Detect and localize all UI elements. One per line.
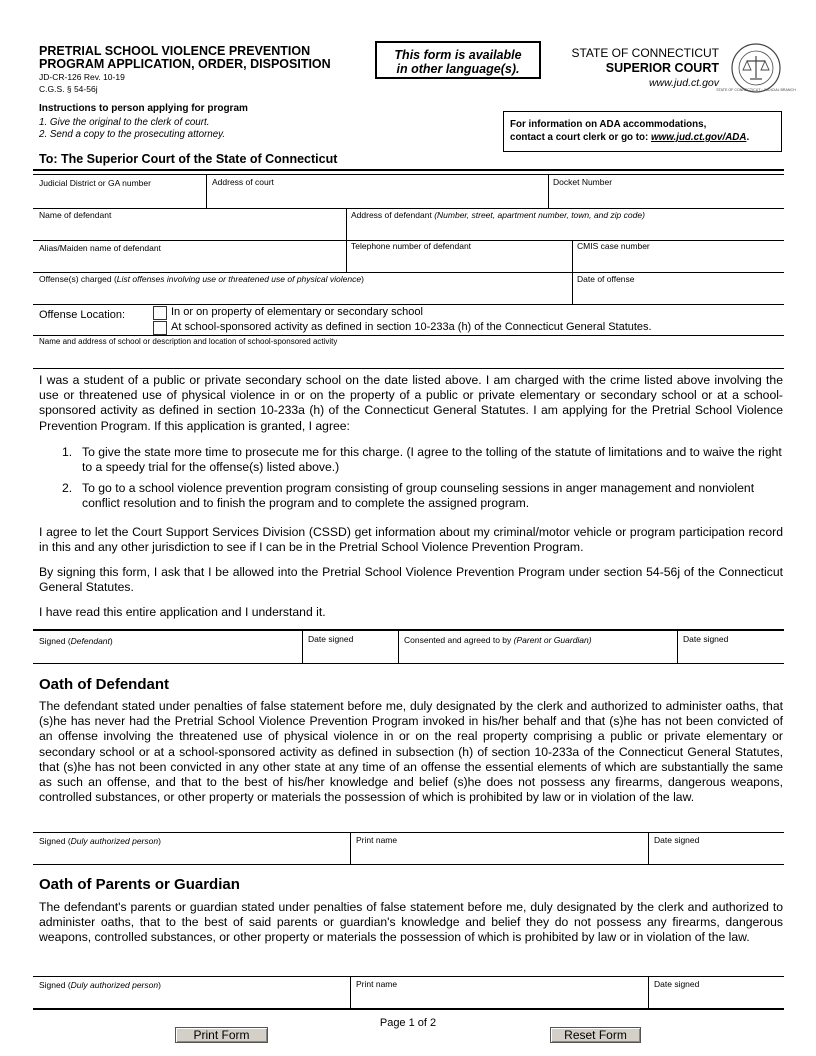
ada-line2-prefix: contact a court clerk or go to:: [510, 132, 651, 143]
alias-label: Alias/Maiden name of defendant: [39, 243, 161, 253]
defendant-date-signed-label: Date signed: [308, 634, 354, 644]
consent-role: (Parent or Guardian): [513, 635, 592, 645]
signed-role: Duly authorized person: [70, 836, 159, 846]
oath-parents-heading: Oath of Parents or Guardian: [39, 876, 240, 893]
oath-defendant-text: The defendant stated under penalties of false statement before me, duly designated by the clerk and authorized to administer oaths, that (s)he has never had the Pretrial School Violence Prevention Program invoked in his/her behalf and that (s)he has not been convicted of an offense involving the threatened use of physical violence in or on the real property comprising a public or private elementary or secondary school or at a school-sponsored activity as defined in subsection (h) of section 10-233a of the Connecticut General Statutes, that (s)he has not been convicted in any other state at any time of an offense the essential elements of which are substantially the same as such an offense, and that to the best of his/her knowledge and belief (s)he does not possess any firearms, dangerous weapons, controlled substances, or other property or materials the possession of which is prohibited by law or in violation of the law.: [39, 699, 783, 805]
oath-defendant-signed-label: [39, 836, 161, 846]
instructions-heading: Instructions to person applying for program: [39, 103, 248, 114]
print-form-button[interactable]: Print Form: [175, 1027, 268, 1043]
signed-prefix: Signed (: [39, 980, 71, 990]
school-name-label: Name and address of school or description and location of school-sponsored activity: [39, 337, 338, 346]
oath-defendant-print-name-label: Print name: [356, 835, 398, 845]
state-name: STATE OF CONNECTICUT: [571, 46, 719, 60]
oath-parents-date-label: Date signed: [654, 979, 700, 989]
defendant-address-hint: (Number, street, apartment number, town, and zip code): [434, 210, 645, 220]
agreement-item1-number: 1.: [62, 445, 73, 459]
application-paragraph3: By signing this form, I ask that I be allowed into the Pretrial School Violence Prevention Program under section 54-56j of the Connecticut General Statutes.: [39, 565, 783, 595]
telephone-label: Telephone number of defendant: [351, 241, 472, 251]
ada-link[interactable]: www.jud.ct.gov/ADA: [651, 132, 747, 143]
location-option1-label: In or on property of elementary or secondary school: [171, 306, 423, 318]
signed-prefix: Signed (: [39, 836, 71, 846]
offenses-close: ): [361, 274, 364, 284]
application-paragraph2: I agree to let the Court Support Services Division (CSSD) get information about my criminal/motor vehicle or program participation record in this and any other jurisdiction to see if I can be in the Pretrial School Violence Prevention Program.: [39, 525, 783, 555]
offenses-text: Offense(s) charged (: [39, 274, 117, 284]
offense-location-label: Offense Location:: [39, 309, 126, 321]
form-title-line1: PRETRIAL SCHOOL VIOLENCE PREVENTION: [39, 44, 311, 58]
location-option2-label: At school-sponsored activity as defined in section 10-233a (h) of the Connecticut General Statutes.: [171, 321, 652, 333]
school-activity-checkbox[interactable]: [153, 321, 167, 335]
page-number: Page 1 of 2: [379, 1017, 437, 1029]
offenses-hint: List offenses involving use or threatened use of physical violence: [116, 274, 362, 284]
court-name: SUPERIOR COURT: [605, 61, 719, 75]
form-title-line2: PROGRAM APPLICATION, ORDER, DISPOSITION: [39, 57, 331, 71]
agreement-item2: To go to a school violence prevention program consisting of group counseling sessions in anger management and nonviolent conflict resolution and to finish the program and to complete the assigned program.: [82, 481, 755, 511]
court-address-label: Address of court: [212, 177, 274, 187]
ada-line1: For information on ADA accommodations,: [510, 119, 707, 130]
instruction-step2: 2. Send a copy to the prosecuting attorney.: [39, 129, 226, 140]
ada-line2: [510, 131, 781, 144]
judicial-seal-icon: [716, 42, 796, 94]
school-property-checkbox[interactable]: [153, 306, 167, 320]
seal-text: STATE OF CONNECTICUT · JUDICIAL BRANCH: [716, 88, 796, 92]
oath-parents-print-name-label: Print name: [356, 979, 398, 989]
form-number: JD-CR-126 Rev. 10-19: [39, 72, 125, 82]
statute-reference: C.G.S. § 54-56j: [39, 84, 98, 94]
court-website: www.jud.ct.gov: [648, 77, 719, 89]
defendant-signature-label: [39, 636, 113, 646]
agreement-item2-number: 2.: [62, 481, 73, 495]
state-seal: [716, 42, 796, 94]
application-paragraph4: I have read this entire application and I understand it.: [39, 605, 326, 619]
defendant-address-text: Address of defendant: [351, 210, 432, 220]
signed-suffix: ): [158, 980, 161, 990]
language-notice: [375, 41, 541, 79]
signed-suffix: ): [158, 836, 161, 846]
instruction-step1: 1. Give the original to the clerk of court.: [39, 117, 210, 128]
signed-role: Duly authorized person: [70, 980, 159, 990]
agreement-item1: To give the state more time to prosecute me for this charge. (I agree to the tolling of the statute of limitations and to waive the right to a speedy trial for the offense(s) listed above.): [82, 445, 782, 475]
signed-suffix: ): [109, 636, 113, 646]
to-court-line: To: The Superior Court of the State of Connecticut: [39, 152, 338, 166]
signed-prefix: Signed (: [39, 636, 71, 646]
application-paragraph1: I was a student of a public or private secondary school on the date listed above. I am charged with the crime listed above involving the use or threatened use of physical violence in or on the property of a public or private elementary or secondary school or at a school-sponsored activity as defined in section 10-233a (h) of the Connecticut General Statutes. I am applying for the Pretrial School Violence Prevention Program. If this application is granted, I agree:: [39, 373, 783, 433]
ada-line2-suffix: .: [746, 132, 750, 143]
language-notice-line1: This form is available: [394, 48, 522, 62]
offenses-label: [39, 274, 364, 284]
oath-defendant-date-label: Date signed: [654, 835, 700, 845]
guardian-date-signed-label: Date signed: [683, 634, 729, 644]
reset-form-button[interactable]: Reset Form: [550, 1027, 641, 1043]
ada-info-box: [503, 111, 782, 152]
defendant-name-label: Name of defendant: [39, 210, 112, 220]
consent-prefix: Consented and agreed to by: [404, 635, 514, 645]
cmis-label: CMIS case number: [577, 241, 650, 251]
judicial-district-label: Judicial District or GA number: [39, 178, 151, 188]
oath-defendant-heading: Oath of Defendant: [39, 676, 169, 693]
consent-label: [404, 635, 592, 645]
docket-number-label: Docket Number: [553, 177, 613, 187]
signed-role: Defendant: [70, 636, 110, 646]
oath-parents-text: The defendant's parents or guardian stated under penalties of false statement before me, duly designated by the clerk and authorized to administer oaths, that to the best of said parents or guardian's knowledge and belief they do not possess any firearms, dangerous weapons, controlled substances, or other property or materials the possession of which is prohibited by law or in violation of the law.: [39, 900, 783, 945]
offense-date-label: Date of offense: [577, 274, 635, 284]
defendant-address-label: [351, 210, 645, 220]
language-notice-line2: in other language(s).: [396, 62, 520, 76]
oath-parents-signed-label: [39, 980, 161, 990]
